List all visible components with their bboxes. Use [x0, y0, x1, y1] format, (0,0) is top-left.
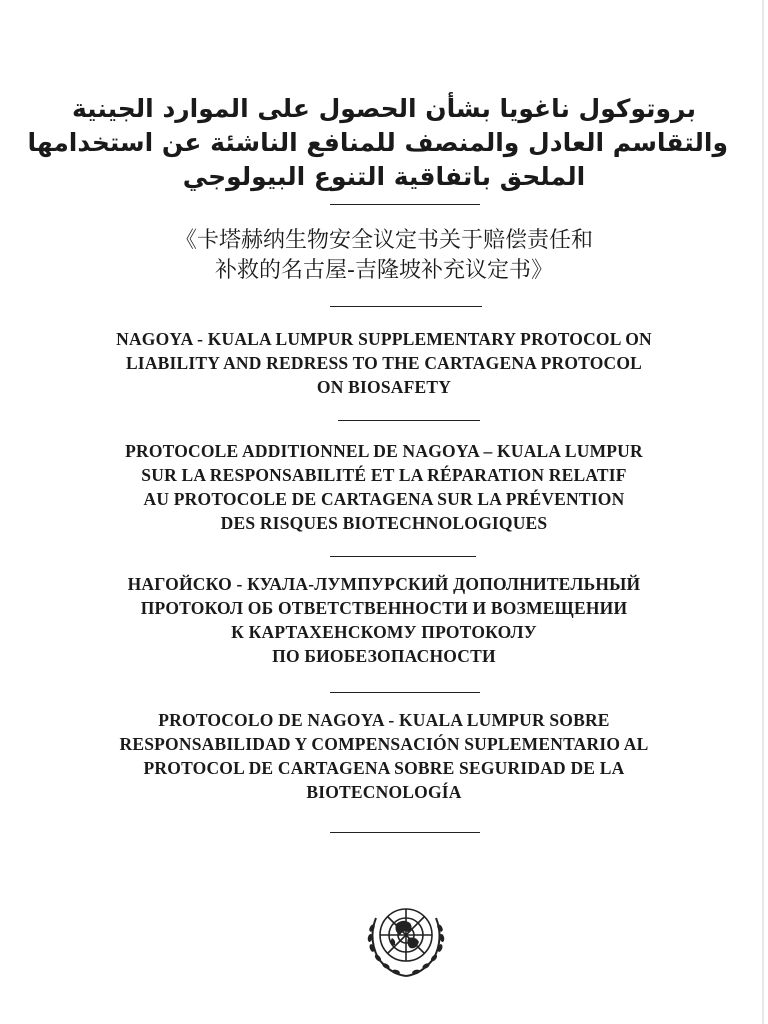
title-russian-line: ПО БИОБЕЗОПАСНОСТИ [272, 646, 496, 666]
title-spanish-line: BIOTECNOLOGÍA [306, 782, 462, 802]
separator-rule [330, 204, 480, 205]
separator-rule [330, 306, 482, 307]
separator-rule [330, 832, 480, 833]
title-french-line: DES RISQUES BIOTECHNOLOGIQUES [220, 513, 548, 533]
title-english-line: LIABILITY AND REDRESS TO THE CARTAGENA PROTOCOL [125, 353, 643, 373]
separator-rule [330, 692, 480, 693]
title-french [40, 439, 728, 535]
title-english-line: NAGOYA - KUALA LUMPUR SUPPLEMENTARY PROTOCOL ON [116, 329, 652, 349]
title-spanish-line: RESPONSABILIDAD Y COMPENSACIÓN SUPLEMENTARIO AL [119, 734, 649, 754]
title-russian-line: К КАРТАХЕНСКОМУ ПРОТОКОЛУ [231, 622, 537, 642]
title-english [40, 327, 728, 399]
title-russian [40, 572, 728, 668]
separator-rule [330, 556, 476, 557]
title-arabic-line: والتقاسم العادل والمنصف للمنافع الناشئة عن استخدامها [27, 128, 728, 157]
separator-rule [338, 420, 480, 421]
title-arabic [27, 92, 728, 194]
title-spanish-line: PROTOCOLO DE NAGOYA - KUALA LUMPUR SOBRE [158, 710, 610, 730]
title-french-line: AU PROTOCOLE DE CARTAGENA SUR LA PRÉVENTION [143, 489, 625, 509]
title-spanish [40, 708, 728, 804]
title-arabic-line: الملحق باتفاقية التنوع البيولوجي [182, 162, 586, 191]
un-emblem-icon [356, 888, 456, 988]
title-french-line: SUR LA RESPONSABILITÉ ET LA RÉPARATION RELATIF [141, 465, 627, 485]
title-arabic-line: بروتوكول ناغويا بشأن الحصول على الموارد الجينية [72, 94, 696, 123]
title-french-line: PROTOCOLE ADDITIONNEL DE NAGOYA – KUALA LUMPUR [125, 441, 643, 461]
title-chinese-line: 《卡塔赫纳生物安全议定书关于赔偿责任和 [174, 228, 593, 253]
title-russian-line: НАГОЙСКО - КУАЛА-ЛУМПУРСКИЙ ДОПОЛНИТЕЛЬНЫЙ [127, 574, 641, 594]
scan-edge [762, 0, 764, 1024]
title-chinese [40, 226, 728, 286]
title-russian-line: ПРОТОКОЛ ОБ ОТВЕТСТВЕННОСТИ И ВОЗМЕЩЕНИИ [140, 598, 628, 618]
title-spanish-line: PROTOCOL DE CARTAGENA SOBRE SEGURIDAD DE LA [143, 758, 625, 778]
title-chinese-line: 补救的名古屋-吉隆坡补充议定书》 [215, 258, 553, 283]
title-english-line: ON BIOSAFETY [316, 377, 452, 397]
